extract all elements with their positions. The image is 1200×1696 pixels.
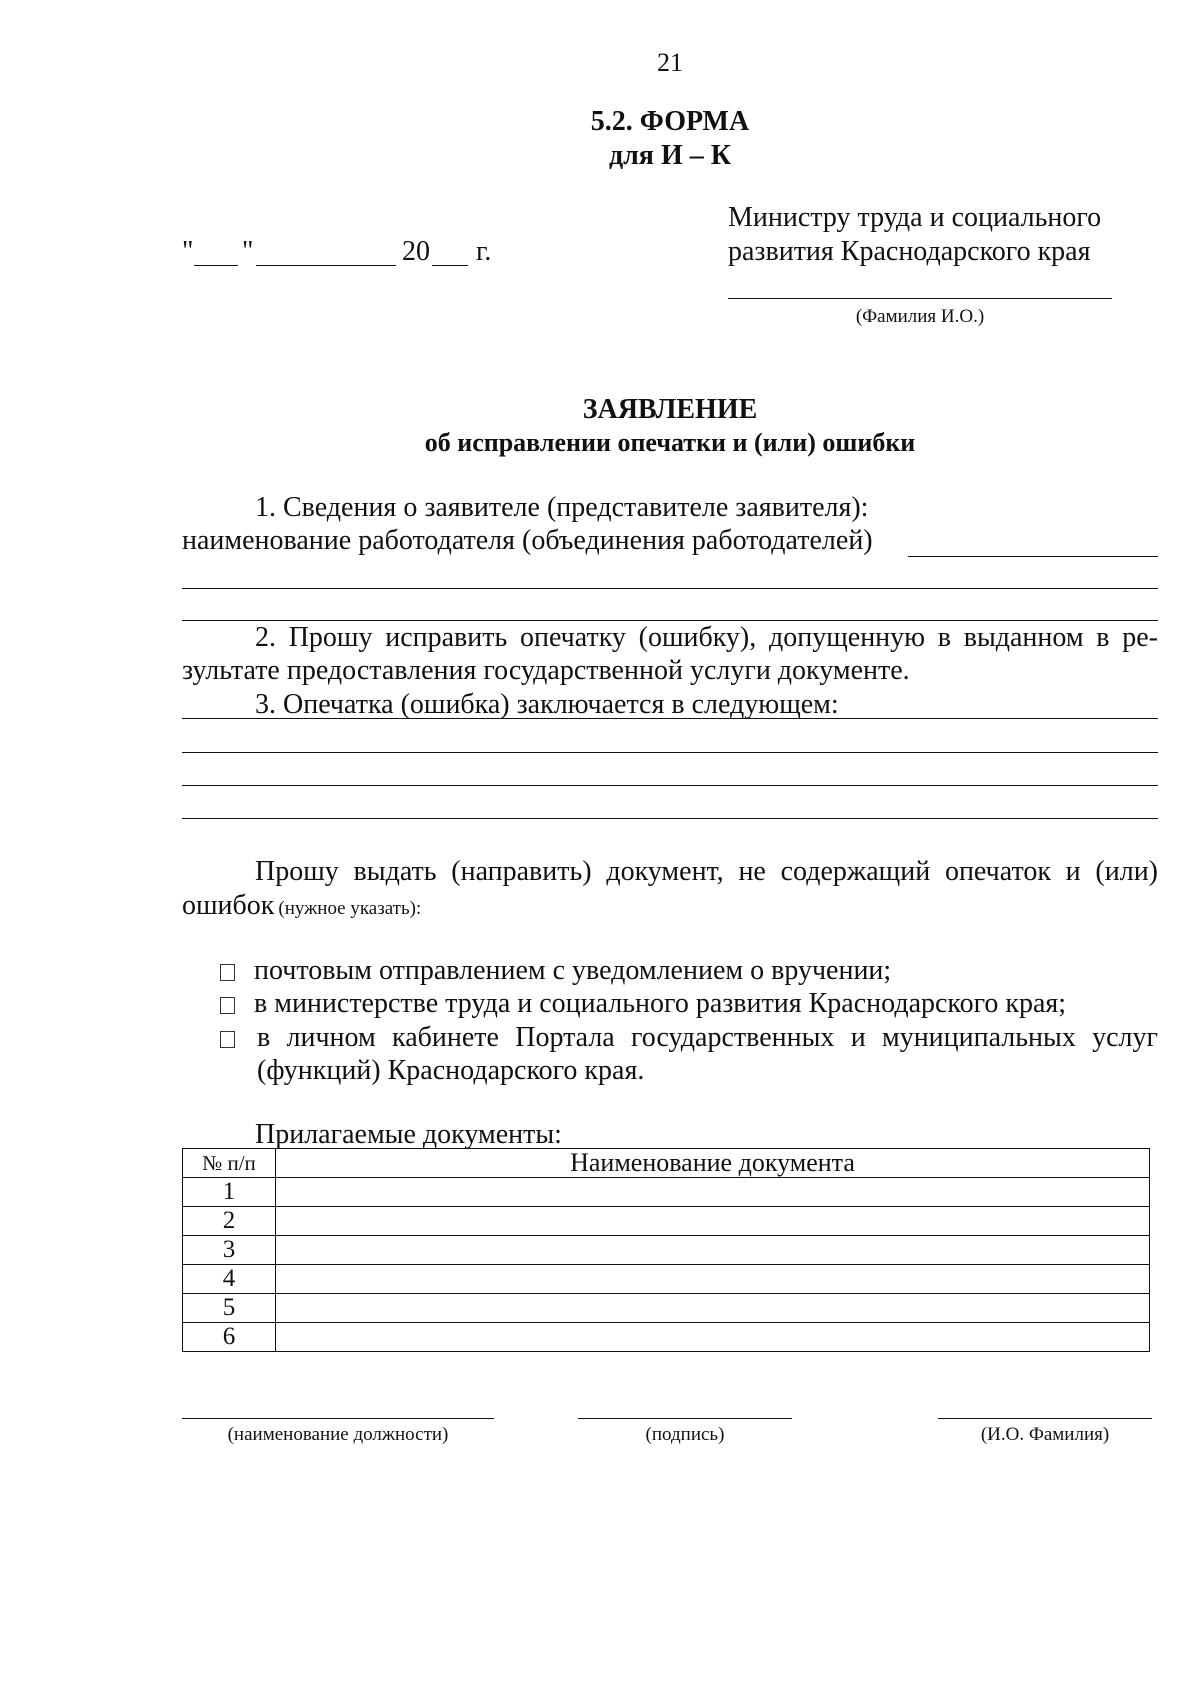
position-blank[interactable]: [182, 1418, 494, 1419]
row-number: 3: [183, 1236, 276, 1265]
addressee-line2: развития Краснодарского края: [728, 236, 1091, 267]
attachments-table-header: [183, 1149, 1150, 1178]
error-description-blank-3[interactable]: [182, 785, 1158, 786]
column-header-number: № п/п: [183, 1149, 276, 1178]
request-line2-note: (нужное указать):: [278, 898, 422, 919]
table-row: [183, 1236, 1150, 1265]
document-name-cell[interactable]: [276, 1265, 1150, 1294]
document-name-cell[interactable]: [276, 1236, 1150, 1265]
full-name-blank[interactable]: [938, 1418, 1152, 1419]
date-close-quote: ": [242, 236, 254, 267]
addressee-name-blank[interactable]: [728, 298, 1112, 299]
date-year-suffix: г.: [476, 236, 492, 267]
document-name-cell[interactable]: [276, 1178, 1150, 1207]
option-portal-label: в личном кабинете Портала государственных и муниципальных услуг: [257, 1022, 1158, 1053]
section1-line2: наименование работодателя (объединения работодателей): [182, 525, 873, 556]
option-ministry: [220, 988, 1066, 1020]
date-year-blank[interactable]: [432, 265, 468, 266]
table-row: [183, 1265, 1150, 1294]
request-line2-main: ошибок: [182, 890, 275, 921]
position-caption: (наименование должности): [227, 1424, 449, 1445]
option-portal-label-cont: (функций) Краснодарского края.: [257, 1055, 645, 1086]
error-description-blank-2[interactable]: [182, 752, 1158, 753]
signature-caption: (подпись): [645, 1424, 725, 1445]
employer-name-blank-2[interactable]: [182, 588, 1158, 589]
section1-line1: 1. Сведения о заявителе (представителе заявителя):: [255, 492, 869, 523]
error-description-blank-4[interactable]: [182, 818, 1158, 819]
table-row: [183, 1178, 1150, 1207]
page-number: 21: [657, 48, 683, 77]
signature-blank[interactable]: [578, 1418, 792, 1419]
option-postal-label: почтовым отправлением с уведомлением о вручении;: [254, 955, 892, 986]
form-heading-line2: для И – К: [608, 140, 732, 171]
document-name-cell[interactable]: [276, 1323, 1150, 1352]
option-ministry-checkbox[interactable]: [220, 997, 235, 1014]
attachments-heading: Прилагаемые документы:: [255, 1119, 562, 1150]
full-name-caption: (И.О. Фамилия): [980, 1424, 1110, 1445]
row-number: 5: [183, 1294, 276, 1323]
option-portal-checkbox[interactable]: [220, 1031, 235, 1048]
option-portal: [220, 1022, 235, 1054]
option-postal-checkbox[interactable]: [220, 964, 235, 981]
attachments-table: [182, 1148, 1150, 1352]
option-ministry-label: в министерстве труда и социального развития Краснодарского края;: [254, 988, 1067, 1019]
document-title: ЗАЯВЛЕНИЕ: [582, 394, 758, 425]
employer-name-blank-1[interactable]: [908, 556, 1158, 557]
addressee-name-caption: (Фамилия И.О.): [855, 306, 985, 327]
document-subtitle: об исправлении опечатки и (или) ошибки: [424, 428, 916, 457]
request-line2: [182, 890, 421, 922]
table-row: [183, 1323, 1150, 1352]
row-number: 6: [183, 1323, 276, 1352]
document-name-cell[interactable]: [276, 1207, 1150, 1236]
row-number: 1: [183, 1178, 276, 1207]
row-number: 4: [183, 1265, 276, 1294]
date-month-blank[interactable]: [256, 265, 396, 266]
document-name-cell[interactable]: [276, 1294, 1150, 1323]
error-description-blank-1[interactable]: [182, 718, 1158, 719]
employer-name-blank-3[interactable]: [182, 620, 1158, 621]
date-day-blank[interactable]: [194, 265, 238, 266]
addressee-line1: Министру труда и социального: [728, 202, 1102, 233]
column-header-document-name: Наименование документа: [276, 1149, 1150, 1178]
section2-line1: 2. Прошу исправить опечатку (ошибку), допущенную в выданном в ре-: [255, 622, 1158, 653]
section2-line2: зультате предоставления государственной услуги документе.: [182, 655, 910, 686]
request-line1: Прошу выдать (направить) документ, не содержащий опечаток и (или): [255, 856, 1158, 887]
table-row: [183, 1294, 1150, 1323]
option-postal: [220, 955, 891, 987]
date-open-quote: ": [182, 236, 194, 267]
table-row: [183, 1207, 1150, 1236]
row-number: 2: [183, 1207, 276, 1236]
section3-line1: 3. Опечатка (ошибка) заключается в следующем:: [255, 689, 839, 720]
date-year-prefix: 20: [402, 236, 430, 267]
form-heading-line1: 5.2. ФОРМА: [590, 106, 750, 137]
